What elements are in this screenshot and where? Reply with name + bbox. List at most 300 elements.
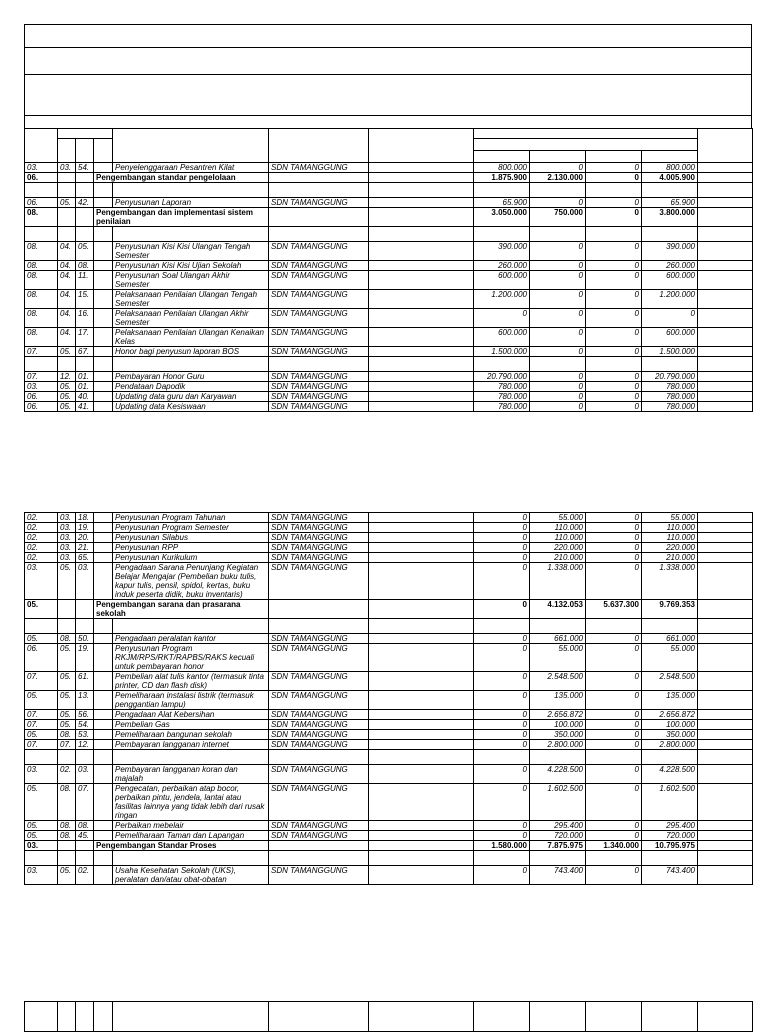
amount-cell: 0 (474, 644, 530, 672)
total-cell: 720.000 (642, 831, 698, 841)
code-cell: 04. (58, 328, 76, 347)
school-name: SDN TAMANGGUNG (269, 784, 369, 821)
empty-cell (25, 851, 58, 866)
code-cell: 18. (76, 513, 94, 523)
empty-cell (25, 227, 58, 242)
empty-cell (698, 710, 753, 720)
empty-cell (269, 173, 369, 183)
code-cell: 03. (58, 553, 76, 563)
total-cell: 110.000 (642, 523, 698, 533)
total-cell: 780.000 (642, 382, 698, 392)
empty-cell (698, 765, 753, 784)
empty-cell (369, 208, 474, 227)
amount-cell: 0 (474, 831, 530, 841)
empty-cell (94, 328, 113, 347)
amount-cell: 0 (474, 600, 530, 619)
empty-cell (94, 533, 113, 543)
amount-cell: 55.000 (530, 644, 586, 672)
activity-description: Penyusunan Kisi Kisi Ulangan Tengah Semester (113, 242, 269, 261)
empty-cell (113, 227, 269, 242)
amount-cell: 2.548.500 (530, 672, 586, 691)
total-cell: 800.000 (642, 163, 698, 173)
amount-cell: 3.050.000 (474, 208, 530, 227)
amount-cell: 0 (530, 347, 586, 357)
empty-cell (94, 740, 113, 750)
empty-cell (698, 309, 753, 328)
empty-cell (530, 619, 586, 634)
school-name: SDN TAMANGGUNG (269, 672, 369, 691)
code-cell: 42. (76, 198, 94, 208)
empty-cell (369, 271, 474, 290)
empty-cell (698, 784, 753, 821)
activity-description: Pembelian alat tulis kantor (termasuk tinta printer, CD dan flash disk) (113, 672, 269, 691)
total-cell: 2.800.000 (642, 740, 698, 750)
activity-description: Penyusunan Kisi Kisi Ujian Sekolah (113, 261, 269, 271)
section-header-row (25, 841, 753, 851)
code-cell: 05. (58, 672, 76, 691)
code-cell: 04. (58, 242, 76, 261)
empty-cell (269, 183, 369, 198)
table-row (25, 290, 753, 309)
empty-cell (94, 730, 113, 740)
empty-cell (698, 198, 753, 208)
amount-cell: 110.000 (530, 523, 586, 533)
table-row (25, 163, 753, 173)
school-name: SDN TAMANGGUNG (269, 347, 369, 357)
activity-description: Penyusunan Kurikulum (113, 553, 269, 563)
amount-cell: 7.875.975 (530, 841, 586, 851)
empty-cell (269, 208, 369, 227)
empty-cell (474, 227, 530, 242)
amount-cell: 0 (474, 523, 530, 533)
empty-cell (474, 183, 530, 198)
empty-cell (642, 619, 698, 634)
empty-cell (94, 198, 113, 208)
empty-cell (698, 831, 753, 841)
empty-cell (586, 227, 642, 242)
total-cell: 3.800.000 (642, 208, 698, 227)
total-cell: 1.602.500 (642, 784, 698, 821)
code-cell: 21. (76, 543, 94, 553)
empty-cell (369, 691, 474, 710)
code-cell: 03. (58, 523, 76, 533)
code-cell: 12. (58, 372, 76, 382)
empty-cell (369, 309, 474, 328)
activity-description: Pengadaan Sarana Penunjang Kegiatan Belajar Mengajar (Pembelian buku tulis, kapur tulis, pensil, spidol, kertas, buku induk peserta didik, buku inventaris) (113, 563, 269, 600)
empty-cell (698, 720, 753, 730)
empty-cell (94, 183, 113, 198)
empty-cell (369, 851, 474, 866)
empty-cell (25, 357, 58, 372)
section-header-row (25, 173, 753, 183)
code-cell: 06. (25, 173, 58, 183)
empty-cell (269, 851, 369, 866)
code-cell: 04. (58, 261, 76, 271)
empty-cell (113, 357, 269, 372)
empty-cell (369, 866, 474, 885)
table-row (25, 347, 753, 357)
amount-cell: 0 (586, 163, 642, 173)
empty-cell (642, 851, 698, 866)
code-cell: 06. (25, 644, 58, 672)
empty-cell (369, 357, 474, 372)
empty-cell (369, 553, 474, 563)
amount-cell: 0 (586, 198, 642, 208)
amount-cell: 1.338.000 (530, 563, 586, 600)
amount-cell: 0 (586, 513, 642, 523)
school-name: SDN TAMANGGUNG (269, 644, 369, 672)
total-cell: 55.000 (642, 644, 698, 672)
school-name: SDN TAMANGGUNG (269, 309, 369, 328)
table-row (25, 553, 753, 563)
total-cell: 110.000 (642, 533, 698, 543)
activity-description: Updating data guru dan Karyawan (113, 392, 269, 402)
amount-cell: 0 (586, 533, 642, 543)
table-row (25, 634, 753, 644)
section-header-row (25, 208, 753, 227)
activity-description: Penyusunan Program Tahunan (113, 513, 269, 523)
empty-cell (94, 691, 113, 710)
amount-cell: 260.000 (474, 261, 530, 271)
table-row (25, 402, 753, 412)
amount-cell: 0 (586, 402, 642, 412)
activity-description: Penyusunan RPP (113, 543, 269, 553)
activity-description: Penyelenggaraan Pesantren Kilat (113, 163, 269, 173)
school-name: SDN TAMANGGUNG (269, 382, 369, 392)
code-cell: 40. (76, 392, 94, 402)
table-row (25, 784, 753, 821)
empty-cell (369, 563, 474, 600)
empty-cell (369, 242, 474, 261)
empty-cell (76, 357, 94, 372)
activity-description: Penyusunan Silabus (113, 533, 269, 543)
empty-cell (698, 372, 753, 382)
school-name: SDN TAMANGGUNG (269, 740, 369, 750)
amount-cell: 0 (530, 163, 586, 173)
table-row (25, 563, 753, 600)
empty-cell (369, 600, 474, 619)
empty-cell (94, 242, 113, 261)
code-cell: 02. (25, 523, 58, 533)
empty-cell (698, 600, 753, 619)
empty-cell (269, 619, 369, 634)
empty-cell (642, 357, 698, 372)
amount-cell: 1.200.000 (474, 290, 530, 309)
school-name: SDN TAMANGGUNG (269, 261, 369, 271)
code-cell: 04. (58, 271, 76, 290)
empty-cell (474, 851, 530, 866)
code-cell: 50. (76, 634, 94, 644)
table-row (25, 672, 753, 691)
code-cell: 03. (76, 765, 94, 784)
empty-cell (530, 357, 586, 372)
school-name: SDN TAMANGGUNG (269, 523, 369, 533)
blank-row (25, 750, 753, 765)
code-cell: 05. (58, 402, 76, 412)
empty-cell (94, 543, 113, 553)
code-cell: 07. (25, 710, 58, 720)
empty-cell (94, 619, 113, 634)
header-box-3 (24, 74, 752, 116)
activity-description: Penyusunan Program Semester (113, 523, 269, 533)
code-cell: 06. (25, 392, 58, 402)
empty-cell (698, 163, 753, 173)
amount-cell: 0 (586, 543, 642, 553)
code-cell: 61. (76, 672, 94, 691)
amount-cell: 0 (586, 672, 642, 691)
code-cell: 05. (58, 866, 76, 885)
code-cell: 07. (25, 672, 58, 691)
amount-cell: 4.228.500 (530, 765, 586, 784)
empty-cell (698, 227, 753, 242)
empty-cell (94, 347, 113, 357)
amount-cell: 0 (474, 513, 530, 523)
code-cell: 04. (58, 290, 76, 309)
empty-cell (94, 227, 113, 242)
school-name: SDN TAMANGGUNG (269, 513, 369, 523)
empty-cell (369, 730, 474, 740)
total-cell: 20.790.000 (642, 372, 698, 382)
empty-cell (369, 533, 474, 543)
activity-description: Pengecatan, perbaikan atap bocor, perbaikan pintu, jendela, lantai atau fasilitas lainnya yang tidak lebih dari rusak ringan (113, 784, 269, 821)
section-header-row (25, 600, 753, 619)
empty-cell (698, 553, 753, 563)
empty-cell (698, 357, 753, 372)
total-cell: 55.000 (642, 513, 698, 523)
empty-cell (369, 372, 474, 382)
empty-cell (94, 634, 113, 644)
table-row (25, 523, 753, 533)
code-cell: 05. (25, 691, 58, 710)
school-name: SDN TAMANGGUNG (269, 821, 369, 831)
total-cell: 1.200.000 (642, 290, 698, 309)
amount-cell: 0 (474, 563, 530, 600)
amount-cell: 750.000 (530, 208, 586, 227)
empty-cell (58, 851, 76, 866)
empty-cell (698, 290, 753, 309)
code-cell: 08. (58, 821, 76, 831)
code-cell: 06. (25, 198, 58, 208)
empty-cell (113, 851, 269, 866)
activity-description: Pelaksanaan Penilaian Ulangan Kenaikan Kelas (113, 328, 269, 347)
empty-cell (698, 851, 753, 866)
activity-description: Honor bagi penyusun laporan BOS (113, 347, 269, 357)
school-name: SDN TAMANGGUNG (269, 163, 369, 173)
amount-cell: 4.132.053 (530, 600, 586, 619)
empty-cell (76, 851, 94, 866)
total-cell: 4.228.500 (642, 765, 698, 784)
empty-cell (369, 619, 474, 634)
code-cell: 53. (76, 730, 94, 740)
total-cell: 780.000 (642, 402, 698, 412)
table-row (25, 730, 753, 740)
amount-cell: 2.656.872 (530, 710, 586, 720)
amount-cell: 0 (586, 208, 642, 227)
table-row (25, 765, 753, 784)
code-cell: 07. (25, 720, 58, 730)
table-row (25, 271, 753, 290)
empty-cell (586, 750, 642, 765)
empty-cell (698, 261, 753, 271)
activity-description: Penyusunan Laporan (113, 198, 269, 208)
amount-cell: 2.800.000 (530, 740, 586, 750)
empty-cell (94, 382, 113, 392)
amount-cell: 0 (530, 271, 586, 290)
section-title: Pengembangan standar pengelolaan (94, 173, 269, 183)
code-cell: 05. (58, 710, 76, 720)
empty-cell (76, 173, 94, 183)
amount-cell: 0 (586, 831, 642, 841)
amount-cell: 600.000 (474, 271, 530, 290)
table-row (25, 382, 753, 392)
empty-cell (113, 619, 269, 634)
code-cell: 05. (58, 644, 76, 672)
table-row (25, 242, 753, 261)
empty-cell (25, 183, 58, 198)
empty-cell (369, 382, 474, 392)
amount-cell: 0 (474, 543, 530, 553)
empty-cell (94, 821, 113, 831)
empty-cell (698, 242, 753, 261)
empty-cell (94, 831, 113, 841)
empty-cell (698, 644, 753, 672)
amount-cell: 0 (586, 740, 642, 750)
total-cell: 65.900 (642, 198, 698, 208)
total-cell: 600.000 (642, 271, 698, 290)
empty-cell (113, 183, 269, 198)
empty-cell (530, 183, 586, 198)
empty-cell (94, 309, 113, 328)
amount-cell: 0 (474, 821, 530, 831)
table-row (25, 261, 753, 271)
empty-cell (76, 619, 94, 634)
amount-cell: 0 (530, 198, 586, 208)
empty-cell (94, 672, 113, 691)
amount-cell: 0 (530, 290, 586, 309)
empty-cell (369, 402, 474, 412)
amount-cell: 0 (586, 691, 642, 710)
empty-cell (269, 227, 369, 242)
empty-cell (698, 821, 753, 831)
empty-cell (369, 841, 474, 851)
school-name: SDN TAMANGGUNG (269, 563, 369, 600)
empty-cell (474, 357, 530, 372)
code-cell: 02. (25, 553, 58, 563)
empty-cell (369, 543, 474, 553)
code-cell: 07. (25, 347, 58, 357)
empty-cell (698, 730, 753, 740)
amount-cell: 135.000 (530, 691, 586, 710)
table-row (25, 720, 753, 730)
activity-description: Pembelian Gas (113, 720, 269, 730)
school-name: SDN TAMANGGUNG (269, 402, 369, 412)
code-cell: 08. (25, 261, 58, 271)
empty-cell (94, 372, 113, 382)
amount-cell: 0 (586, 271, 642, 290)
empty-cell (94, 357, 113, 372)
table-row (25, 543, 753, 553)
amount-cell: 0 (474, 710, 530, 720)
empty-cell (369, 740, 474, 750)
code-cell: 65. (76, 553, 94, 563)
total-cell: 600.000 (642, 328, 698, 347)
empty-cell (474, 750, 530, 765)
code-cell: 07. (25, 372, 58, 382)
code-cell: 08. (76, 821, 94, 831)
code-cell: 03. (76, 563, 94, 600)
code-cell: 54. (76, 720, 94, 730)
empty-cell (586, 183, 642, 198)
code-cell: 08. (76, 261, 94, 271)
empty-cell (94, 644, 113, 672)
amount-cell: 0 (530, 328, 586, 347)
amount-cell: 0 (586, 720, 642, 730)
school-name: SDN TAMANGGUNG (269, 866, 369, 885)
code-cell: 02. (58, 765, 76, 784)
table-row (25, 309, 753, 328)
code-cell: 67. (76, 347, 94, 357)
table-row (25, 198, 753, 208)
empty-cell (698, 841, 753, 851)
empty-cell (58, 173, 76, 183)
amount-cell: 2.130.000 (530, 173, 586, 183)
code-cell: 05. (58, 720, 76, 730)
school-name: SDN TAMANGGUNG (269, 634, 369, 644)
school-name: SDN TAMANGGUNG (269, 730, 369, 740)
total-cell: 780.000 (642, 392, 698, 402)
empty-cell (25, 619, 58, 634)
amount-cell: 1.500.000 (474, 347, 530, 357)
code-cell: 05. (25, 831, 58, 841)
empty-cell (58, 619, 76, 634)
empty-cell (94, 402, 113, 412)
empty-cell (94, 720, 113, 730)
empty-cell (698, 619, 753, 634)
empty-cell (58, 600, 76, 619)
empty-cell (369, 392, 474, 402)
empty-cell (113, 750, 269, 765)
activity-description: Pengadaan peralatan kantor (113, 634, 269, 644)
code-cell: 03. (58, 543, 76, 553)
empty-cell (58, 208, 76, 227)
code-cell: 08. (58, 831, 76, 841)
empty-cell (586, 851, 642, 866)
empty-cell (586, 357, 642, 372)
code-cell: 17. (76, 328, 94, 347)
code-cell: 05. (25, 730, 58, 740)
empty-cell (94, 765, 113, 784)
empty-cell (369, 831, 474, 841)
empty-cell (94, 392, 113, 402)
amount-cell: 0 (586, 866, 642, 885)
amount-cell: 780.000 (474, 392, 530, 402)
table-row (25, 644, 753, 672)
empty-cell (530, 851, 586, 866)
code-cell: 13. (76, 691, 94, 710)
amount-cell: 0 (586, 328, 642, 347)
empty-cell (76, 183, 94, 198)
amount-cell: 390.000 (474, 242, 530, 261)
amount-cell: 0 (586, 553, 642, 563)
code-cell: 05. (58, 382, 76, 392)
empty-cell (698, 392, 753, 402)
amount-cell: 743.400 (530, 866, 586, 885)
empty-cell (94, 553, 113, 563)
section-title: Pengembangan sarana dan prasarana sekolah (94, 600, 269, 619)
header-box-4 (24, 115, 752, 129)
amount-cell: 0 (474, 730, 530, 740)
code-cell: 02. (76, 866, 94, 885)
